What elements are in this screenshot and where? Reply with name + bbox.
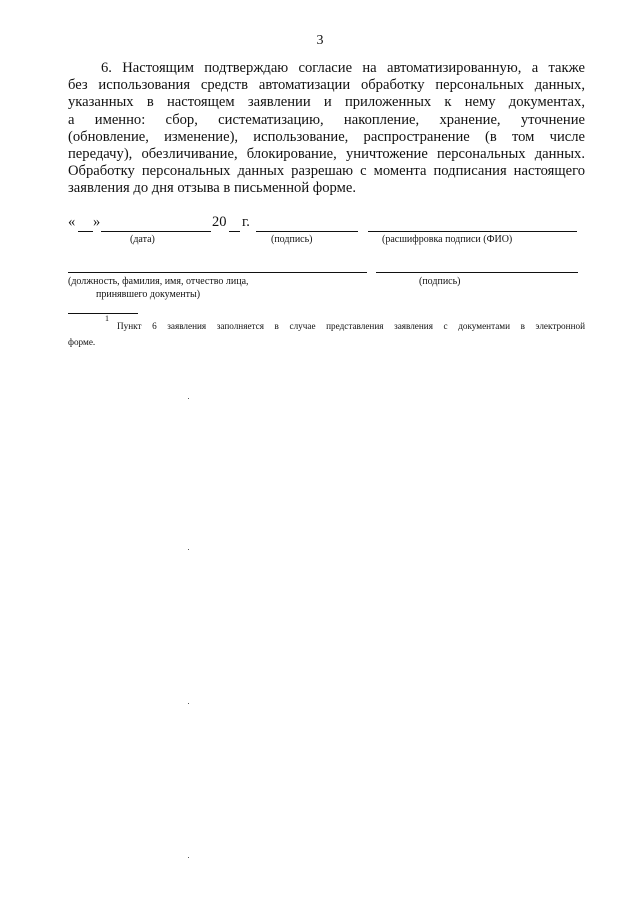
date-caption: (дата): [130, 234, 155, 245]
date-close-quote: »: [93, 214, 101, 230]
footnote-separator: [68, 313, 138, 314]
footnote-text-line2: форме.: [68, 337, 96, 347]
consent-line: заявления до дня отзыва в письменной форме.: [68, 180, 356, 197]
receiver-caption-line2: принявшего документы): [96, 289, 201, 300]
signature-caption: (подпись): [271, 234, 313, 245]
scan-speck: [188, 549, 189, 550]
consent-line: указанных в настоящем заявлении и приложенных к нему документах,: [68, 94, 585, 111]
footnote-text-line1: Пункт 6 заявления заполняется в случае представления заявления с документами в электронной: [117, 321, 585, 331]
year-blank-line: [229, 231, 240, 232]
month-blank-line: [101, 231, 211, 232]
year-prefix: 20: [212, 214, 227, 230]
receiver-position-line: [68, 272, 367, 273]
receiver-caption-line1: (должность, фамилия, имя, отчество лица,: [68, 276, 249, 287]
signature-blank-line: [256, 231, 358, 232]
day-blank-line: [78, 231, 93, 232]
date-open-quote: «: [68, 214, 76, 230]
page-number: 3: [316, 33, 324, 48]
consent-line: (обновление, изменение), использование, распространение (в том числе: [68, 128, 585, 145]
consent-line: без использования средств автоматизации обработку персональных данных,: [68, 77, 585, 94]
consent-line: а именно: сбор, систематизацию, накопление, хранение, уточнение: [68, 111, 585, 128]
consent-line: передачу), обезличивание, блокирование, уничтожение персональных данных.: [68, 146, 585, 163]
name-caption: (расшифровка подписи (ФИО): [382, 234, 513, 245]
scan-speck: [188, 398, 189, 399]
consent-paragraph: [68, 60, 585, 198]
scan-speck: [188, 703, 189, 704]
scan-speck: [188, 857, 189, 858]
year-suffix: г.: [242, 214, 250, 230]
consent-line: 6. Настоящим подтверждаю согласие на автоматизированную, а также: [101, 60, 585, 76]
footnote-marker: 1: [105, 314, 109, 323]
receiver-signature-line: [376, 272, 578, 273]
consent-line: Обработку персональных данных разрешаю с момента подписания настоящего: [68, 163, 585, 180]
name-blank-line: [368, 231, 577, 232]
receiver-signature-caption: (подпись): [419, 276, 461, 287]
